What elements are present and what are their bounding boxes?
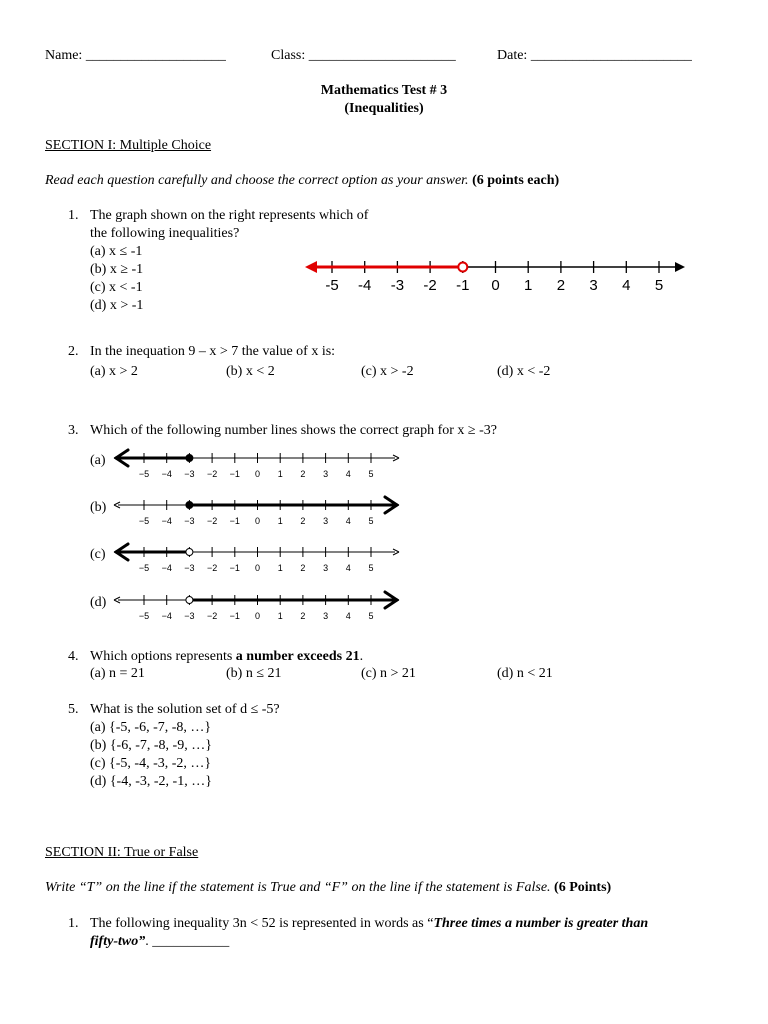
endpoint-circle xyxy=(458,263,467,272)
tick-label: −4 xyxy=(161,611,172,621)
points-text: (6 Points) xyxy=(554,880,612,895)
option-d: (d) {-4, -3, -2, -1, …} xyxy=(90,774,212,789)
instructions-text: Write “T” on the line if the statement is True and “F” on the line if the statement is False. xyxy=(45,880,551,895)
question-text-part: The following inequality 3n < 52 is represented in words as “ xyxy=(90,916,434,931)
option-c: (c) x > -2 xyxy=(361,364,414,379)
option-b: (b) xyxy=(90,500,107,515)
q3-number-line-a xyxy=(110,444,405,482)
name-field-label: Name: ____________________ xyxy=(45,48,226,63)
tick-label: −1 xyxy=(229,469,240,479)
tick-label: 3 xyxy=(323,516,329,526)
tick-label: 4 xyxy=(345,611,351,621)
option-a: (a) {-5, -6, -7, -8, …} xyxy=(90,720,212,735)
tick-label: 0 xyxy=(254,611,261,621)
option-d: (d) x < -2 xyxy=(497,364,551,379)
option-c: (c) {-5, -4, -3, -2, …} xyxy=(90,756,212,771)
section-1-instructions xyxy=(45,172,559,190)
q1-number-line xyxy=(300,250,695,300)
tick-label: −4 xyxy=(161,563,172,573)
question-number: 5. xyxy=(68,702,79,717)
points-text: (6 points each) xyxy=(472,173,560,188)
question-text: What is the solution set of d ≤ -5? xyxy=(90,702,280,717)
tick-label: 2 xyxy=(300,563,306,573)
tick-label: 1 xyxy=(277,611,283,621)
tick-label: −3 xyxy=(184,563,195,573)
section-2-heading: SECTION II: True or False xyxy=(45,845,199,860)
test-subtitle: (Inequalities) xyxy=(344,101,424,116)
tick-label: −5 xyxy=(138,611,150,621)
tick-label: 5 xyxy=(368,516,374,526)
option-b: (b) x ≥ -1 xyxy=(90,262,144,277)
tick-label: 2 xyxy=(300,611,306,621)
tick-label: −1 xyxy=(229,563,240,573)
tick-label: −2 xyxy=(206,516,218,526)
endpoint-circle xyxy=(186,502,193,509)
question-text xyxy=(90,648,363,666)
tick-label: 5 xyxy=(654,277,664,294)
option-b: (b) n ≤ 21 xyxy=(226,666,282,681)
section-1-heading: SECTION I: Multiple Choice xyxy=(45,138,212,153)
tick-label: 3 xyxy=(323,611,329,621)
question-number: 1. xyxy=(68,208,79,223)
q3-number-line-c xyxy=(110,538,405,576)
tick-label: -2 xyxy=(423,277,437,294)
question-number: 2. xyxy=(68,344,79,359)
question-text xyxy=(90,933,229,951)
tick-label: 3 xyxy=(323,469,329,479)
question-text: the following inequalities? xyxy=(90,226,240,241)
option-a: (a) n = 21 xyxy=(90,666,145,681)
tick-label: 0 xyxy=(254,469,261,479)
option-c: (c) xyxy=(90,547,106,562)
question-number: 3. xyxy=(68,423,79,438)
tick-label: −4 xyxy=(161,516,172,526)
tick-label: 4 xyxy=(345,516,351,526)
tick-label: −3 xyxy=(184,469,195,479)
option-c: (c) x < -1 xyxy=(90,280,143,295)
question-text: In the inequation 9 – x > 7 the value of x is: xyxy=(90,344,336,359)
q3-number-line-b xyxy=(110,491,405,529)
tick-label: 1 xyxy=(277,469,283,479)
question-text-part: Which options represents xyxy=(90,649,236,664)
question-number: 1. xyxy=(68,916,79,931)
question-text: The graph shown on the right represents which of xyxy=(90,208,369,223)
tick-label: 1 xyxy=(524,277,533,294)
q3-number-line-d xyxy=(110,586,405,624)
option-b: (b) {-6, -7, -8, -9, …} xyxy=(90,738,212,753)
endpoint-circle xyxy=(186,549,193,556)
option-a: (a) x > 2 xyxy=(90,364,138,379)
question-text-bold-italic: fifty-two” xyxy=(90,934,146,949)
tick-label: 1 xyxy=(277,563,283,573)
tick-label: −1 xyxy=(229,516,240,526)
class-field-label: Class: _____________________ xyxy=(271,48,456,63)
question-text xyxy=(90,915,648,933)
tick-label: -4 xyxy=(358,277,372,294)
question-text-bold-italic: Three times a number is greater than xyxy=(433,916,649,931)
test-title: Mathematics Test # 3 xyxy=(320,83,448,98)
question-text-part: . xyxy=(359,649,364,664)
tick-label: −2 xyxy=(206,611,218,621)
tick-label: −3 xyxy=(184,611,195,621)
option-b: (b) x < 2 xyxy=(226,364,275,379)
tick-label: -1 xyxy=(456,277,470,294)
tick-label: −2 xyxy=(206,563,218,573)
option-c: (c) n > 21 xyxy=(361,666,416,681)
tick-label: 4 xyxy=(345,563,351,573)
tick-label: -5 xyxy=(325,277,339,294)
tick-label: 0 xyxy=(254,563,261,573)
endpoint-circle xyxy=(186,597,193,604)
question-text-bold: a number exceeds 21 xyxy=(235,649,360,664)
tick-label: 3 xyxy=(589,277,598,294)
tick-label: 4 xyxy=(622,277,631,294)
option-d: (d) n < 21 xyxy=(497,666,553,681)
tick-label: −3 xyxy=(184,516,195,526)
tick-label: 2 xyxy=(300,516,306,526)
tick-label: 0 xyxy=(254,516,261,526)
tick-label: 1 xyxy=(277,516,283,526)
left-arrow-icon xyxy=(305,261,317,273)
question-number: 4. xyxy=(68,649,79,664)
date-field-label: Date: _______________________ xyxy=(497,48,692,63)
answer-blank[interactable]: . ___________ xyxy=(145,934,230,949)
tick-label: −5 xyxy=(138,469,150,479)
option-d: (d) x > -1 xyxy=(90,298,144,313)
tick-label: 5 xyxy=(368,611,374,621)
option-d: (d) xyxy=(90,595,107,610)
option-a: (a) xyxy=(90,453,106,468)
tick-label: 2 xyxy=(300,469,306,479)
tick-label: 5 xyxy=(368,563,374,573)
right-arrow-icon xyxy=(675,262,685,272)
question-text: Which of the following number lines shows the correct graph for x ≥ -3? xyxy=(90,423,497,438)
tick-label: 2 xyxy=(556,277,566,294)
tick-label: −1 xyxy=(229,611,240,621)
tick-label: 3 xyxy=(323,563,329,573)
tick-label: -3 xyxy=(390,277,405,294)
tick-label: −5 xyxy=(138,516,150,526)
tick-label: 0 xyxy=(491,277,500,294)
tick-label: −4 xyxy=(161,469,172,479)
section-2-instructions xyxy=(45,879,611,897)
tick-label: −5 xyxy=(138,563,150,573)
endpoint-circle xyxy=(186,455,193,462)
instructions-text: Read each question carefully and choose the correct option as your answer. xyxy=(45,173,469,188)
tick-label: −2 xyxy=(206,469,218,479)
option-a: (a) x ≤ -1 xyxy=(90,244,143,259)
tick-label: 4 xyxy=(345,469,351,479)
tick-label: 5 xyxy=(368,469,374,479)
